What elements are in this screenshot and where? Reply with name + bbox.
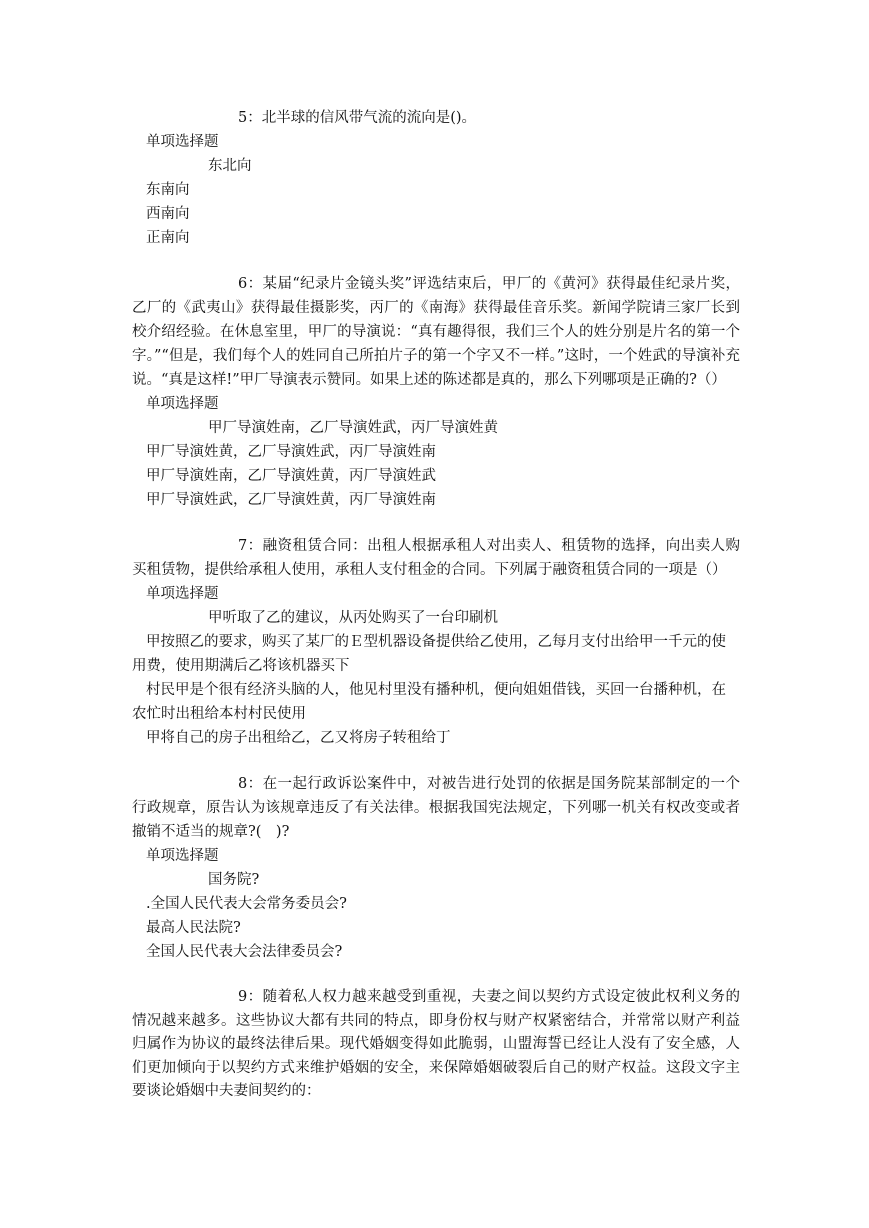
option-a: 东北向 (208, 158, 252, 174)
option-c: 村民甲是个很有经济头脑的人，他见村里没有播种机，便向姐姐借钱，买回一台播种机，在农忙时出租给本村村民使用 (132, 682, 726, 722)
question-type: 单项选择题 (146, 396, 219, 412)
option-c: 西南向 (146, 206, 190, 222)
option-a: 甲厂导演姓南，乙厂导演姓武，丙厂导演姓黄 (208, 420, 498, 436)
question-type: 单项选择题 (146, 134, 219, 150)
option-b: .全国人民代表大会常务委员会? (146, 896, 347, 912)
question-stem: 7：融资租赁合同：出租人根据承租人对出卖人、租赁物的选择，向出卖人购买租赁物，提供给承租人使用，承租人支付租金的合同。下列属于融资租赁合同的一项是（） (132, 538, 740, 578)
question-5 (132, 106, 740, 250)
document-page (132, 106, 740, 1126)
question-stem: 5：北半球的信风带气流的流向是()。 (238, 110, 477, 126)
question-stem: 6：某届“纪录片金镜头奖”评选结束后，甲厂的《黄河》获得最佳纪录片奖，乙厂的《武夷山》获得最佳摄影奖，丙厂的《南海》获得最佳音乐奖。新闻学院请三家厂长到校介绍经验。在休息室里，甲厂的导演说：“真有趣得很，我们三个人的姓分别是片名的第一个字。”“但是，我们每个人的姓同自己所拍片子的第一个字又不一样。”这时，一个姓武的导演补充说。“真是这样!”甲厂导演表示赞同。如果上述的陈述都是真的，那么下列哪项是正确的?（） (132, 276, 740, 388)
option-d: 甲厂导演姓武，乙厂导演姓黄，丙厂导演姓南 (146, 492, 436, 508)
option-d: 甲将自己的房子出租给乙，乙又将房子转租给丁 (146, 730, 451, 746)
question-stem: 8：在一起行政诉讼案件中，对被告进行处罚的依据是国务院某部制定的一个行政规章，原告认为该规章违反了有关法律。根据我国宪法规定，下列哪一机关有权改变或者撤销不适当的规章?( )? (132, 776, 740, 840)
option-d: 全国人民代表大会法律委员会? (146, 944, 343, 960)
option-d: 正南向 (146, 230, 190, 246)
option-b: 甲厂导演姓黄，乙厂导演姓武，丙厂导演姓南 (146, 444, 436, 460)
option-b: 甲按照乙的要求，购买了某厂的Ｅ型机器设备提供给乙使用，乙每月支付出给甲一千元的使用费，使用期满后乙将该机器买下 (132, 634, 726, 674)
question-7 (132, 534, 740, 750)
question-type: 单项选择题 (146, 848, 219, 864)
question-6 (132, 272, 740, 512)
question-type: 单项选择题 (146, 586, 219, 602)
option-a: 甲听取了乙的建议，从丙处购买了一台印刷机 (208, 610, 498, 626)
question-9 (132, 986, 740, 1104)
question-stem: 9：随着私人权力越来越受到重视，夫妻之间以契约方式设定彼此权利义务的情况越来越多。这些协议大都有共同的特点，即身份权与财产权紧密结合，并常常以财产利益归属作为协议的最终法律后果。现代婚姻变得如此脆弱，山盟海誓已经让人没有了安全感，人们更加倾向于以契约方式来维护婚姻的安全，来保障婚姻破裂后自己的财产权益。这段文字主要谈论婚姻中夫妻间契约的： (132, 989, 740, 1099)
question-8 (132, 772, 740, 964)
option-b: 东南向 (146, 182, 190, 198)
option-a: 国务院? (208, 872, 260, 888)
option-c: 甲厂导演姓南，乙厂导演姓黄，丙厂导演姓武 (146, 468, 436, 484)
option-c: 最高人民法院? (146, 920, 241, 936)
